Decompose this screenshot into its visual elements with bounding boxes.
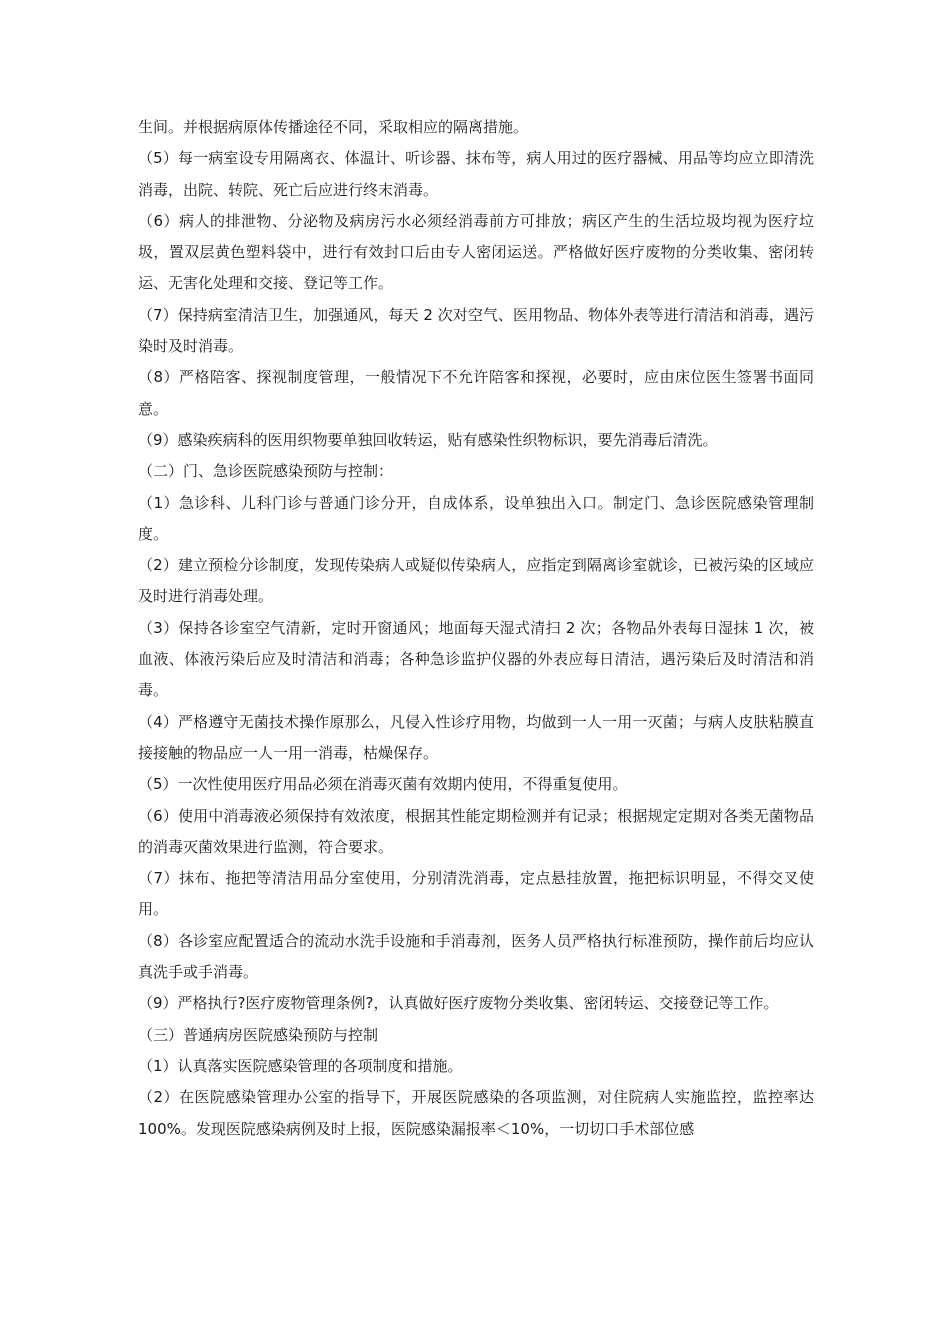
paragraph: （4）严格遵守无菌技术操作原那么，凡侵入性诊疗用物，均做到一人一用一灭菌；与病人皮肤粘膜直接接触的物品应一人一用一消毒，枯燥保存。 <box>138 712 814 762</box>
paragraph: （1）认真落实医院感染管理的各项制度和措施。 <box>138 1056 463 1075</box>
document-body <box>138 112 814 1145</box>
paragraph: （9）严格执行?医疗废物管理条例?，认真做好医疗废物分类收集、密闭转运、交接登记等工作。 <box>138 994 779 1013</box>
paragraph: （1）急诊科、儿科门诊与普通门诊分开，自成体系，设单独出入口。制定门、急诊医院感染管理制度。 <box>138 493 814 543</box>
paragraph: 生间。并根据病原体传播途径不同，采取相应的隔离措施。 <box>138 118 529 136</box>
paragraph: （7）抹布、拖把等清洁用品分室使用，分别清洗消毒，定点悬挂放置，拖把标识明显，不得交叉使用。 <box>138 869 814 919</box>
paragraph: （9）感染疾病科的医用织物要单独回收转运，贴有感染性织物标识，要先消毒后清洗。 <box>138 430 718 449</box>
paragraph: （8）严格陪客、探视制度管理，一般情况下不允许陪客和探视，必要时，应由床位医生签署书面同意。 <box>138 368 814 418</box>
paragraph: （5）一次性使用医疗用品必须在消毒灭菌有效期内使用，不得重复使用。 <box>138 775 628 794</box>
paragraph: （6）病人的排泄物、分泌物及病房污水必须经消毒前方可排放；病区产生的生活垃圾均视为医疗垃圾，置双层黄色塑料袋中，进行有效封口后由专人密闭运送。严格做好医疗废物的分类收集、密闭转运、无害化处理和交接、登记等工作。 <box>138 211 814 293</box>
paragraph: （7）保持病室清洁卫生，加强通风，每天 2 次对空气、医用物品、物体外表等进行清洁和消毒，遇污染时及时消毒。 <box>138 305 814 356</box>
paragraph: （3）保持各诊室空气清新，定时开窗通风；地面每天湿式清扫 2 次；各物品外表每日湿抹 1 次，被血液、体液污染后应及时清洁和消毒；各种急诊监护仪器的外表应每日清洁，遇污染后及时清洁和消毒。 <box>138 618 814 700</box>
paragraph: （2）在医院感染管理办公室的指导下，开展医院感染的各项监测，对住院病人实施监控，监控率达 100%。发现医院感染病例及时上报，医院感染漏报率＜10%，一切切口手术部位感 <box>138 1088 814 1138</box>
section-heading: （二）门、急诊医院感染预防与控制： <box>138 462 394 481</box>
section-heading: （三）普通病房医院感染预防与控制 <box>138 1025 379 1044</box>
paragraph: （8）各诊室应配置适合的流动水洗手设施和手消毒剂，医务人员严格执行标准预防，操作前后均应认真洗手或手消毒。 <box>138 931 814 982</box>
paragraph: （2）建立预检分诊制度，发现传染病人或疑似传染病人，应指定到隔离诊室就诊，已被污染的区域应及时进行消毒处理。 <box>138 556 814 606</box>
paragraph: （6）使用中消毒液必须保持有效浓度，根据其性能定期检测并有记录；根据规定定期对各类无菌物品的消毒灭菌效果进行监测，符合要求。 <box>138 806 814 856</box>
paragraph: （5）每一病室设专用隔离衣、体温计、听诊器、抹布等，病人用过的医疗器械、用品等均应立即清洗消毒，出院、转院、死亡后应进行终末消毒。 <box>138 149 814 199</box>
